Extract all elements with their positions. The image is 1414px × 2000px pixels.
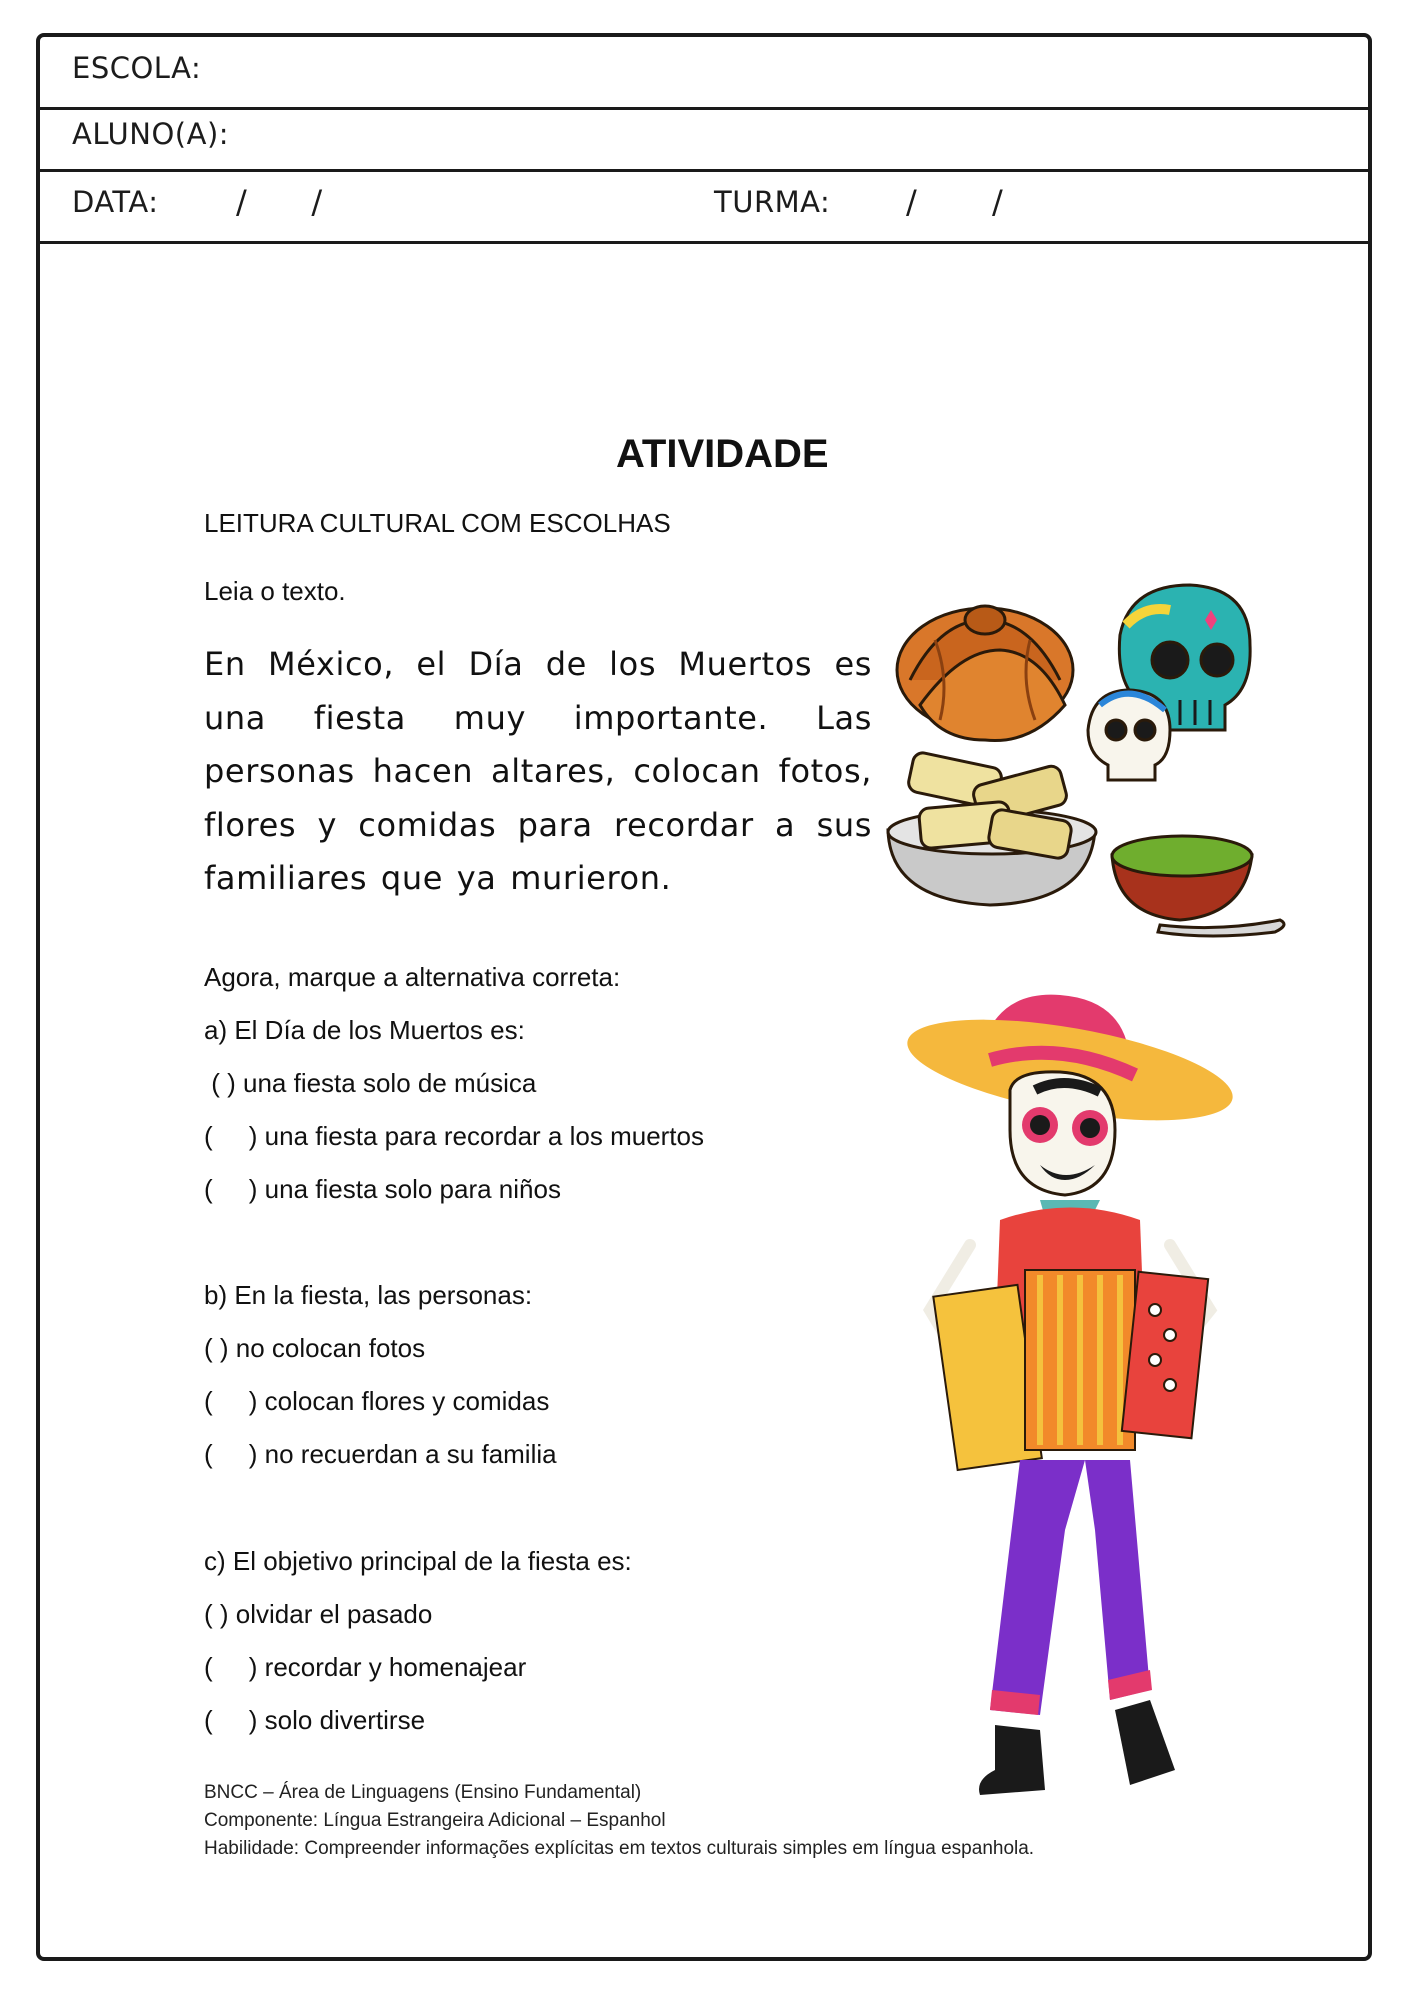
question-b-stem: b) En la fiesta, las personas: <box>204 1280 533 1310</box>
question-a-option-3[interactable]: ( ) una fiesta solo para niños <box>204 1174 561 1204</box>
question-b-option-3[interactable]: ( ) no recuerdan a su familia <box>204 1439 557 1469</box>
footer-line-2: Componente: Língua Estrangeira Adicional – Espanhol <box>204 1810 666 1831</box>
prompt: Agora, marque a alternativa correta: <box>204 962 621 992</box>
aluno-label: ALUNO(A): <box>72 117 230 151</box>
question-c-option-3[interactable]: ( ) solo divertirse <box>204 1705 426 1735</box>
question-a-option-2[interactable]: ( ) una fiesta para recordar a los muertos <box>204 1121 704 1151</box>
turma-slashes: / / <box>906 183 1004 221</box>
tamales-icon <box>888 751 1096 905</box>
header-row-escola <box>40 37 1368 110</box>
pants-icon <box>990 1460 1152 1715</box>
escola-label: ESCOLA: <box>72 51 202 85</box>
accordion-icon <box>933 1270 1208 1470</box>
data-slashes: / / <box>236 183 323 221</box>
turma-label: TURMA: <box>714 185 831 219</box>
small-skull-icon <box>1088 690 1170 780</box>
question-a-stem: a) El Día de los Muertos es: <box>204 1015 525 1045</box>
subtitle: LEITURA CULTURAL COM ESCOLHAS <box>204 508 671 538</box>
salsa-bowl-icon <box>1112 836 1284 936</box>
question-a-option-1[interactable]: ( ) una fiesta solo de música <box>204 1068 537 1098</box>
question-b-option-2[interactable]: ( ) colocan flores y comidas <box>204 1386 550 1416</box>
pan-de-muerto-icon <box>897 606 1073 741</box>
footer-line-1: BNCC – Área de Linguagens (Ensino Fundamental) <box>204 1782 642 1803</box>
header-row-data-turma <box>40 169 1368 244</box>
left-boot-icon <box>979 1725 1045 1795</box>
question-b-option-1[interactable]: ( ) no colocan fotos <box>204 1333 426 1363</box>
reading-paragraph: En México, el Día de los Muertos es una fiesta muy importante. Las personas hacen altares, colocan fotos, flores y comidas para recordar a sus familiares que ya murieron. <box>204 645 872 897</box>
skeleton-mariachi-illustration <box>900 990 1280 1810</box>
question-c-stem: c) El objetivo principal de la fiesta es: <box>204 1546 632 1576</box>
header-row-aluno <box>40 107 1368 172</box>
footer-line-3: Habilidade: Compreender informações explícitas em textos culturais simples em língua espanhola. <box>204 1838 1035 1859</box>
data-label: DATA: <box>72 185 159 219</box>
skeleton-head-icon <box>1010 1072 1115 1195</box>
question-c-option-1[interactable]: ( ) olvidar el pasado <box>204 1599 433 1629</box>
day-of-dead-food-illustration <box>880 580 1290 940</box>
right-boot-icon <box>1115 1700 1175 1785</box>
page-title: ATIVIDADE <box>616 432 829 476</box>
question-c-option-2[interactable]: ( ) recordar y homenajear <box>204 1652 527 1682</box>
instruction: Leia o texto. <box>204 576 346 606</box>
